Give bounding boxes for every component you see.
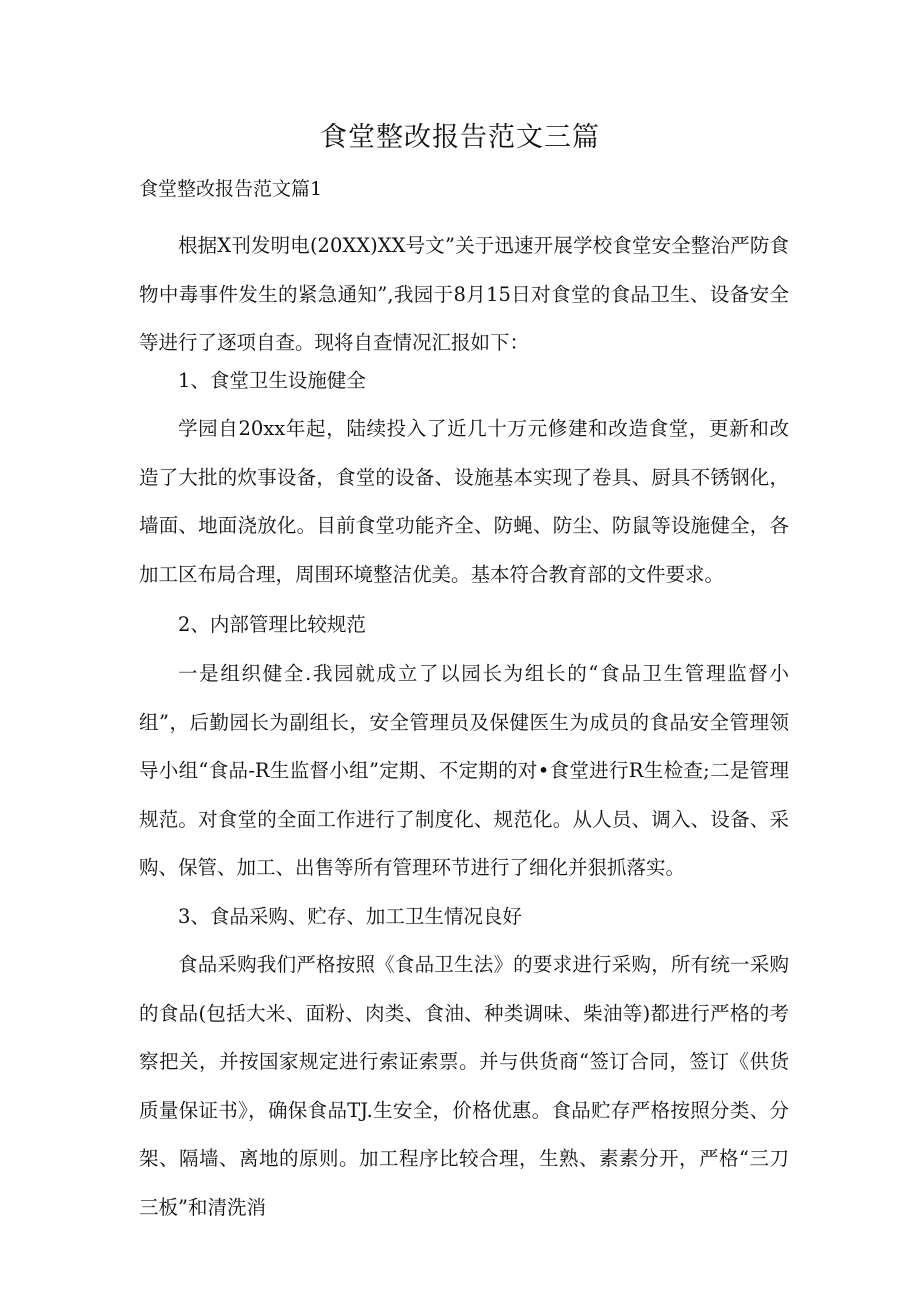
- section-body-2: 一是组织健全.我园就成立了以园长为组长的“食品卫生管理监督小组”，后勤园长为副组长，安全管理员及保健医生为成员的食品安全管理领导小组“食品-R生监督小组”定期、不定期的对•食堂进行R生检查;二是管理规范。对食堂的全面工作进行了制度化、规范化。从人员、调入、设备、采购、保管、加工、出售等所有管理环节进行了细化并狠抓落实。: [139, 662, 789, 879]
- section-heading-2: 2、内部管理比较规范: [178, 613, 366, 636]
- section-heading-3: 3、食品采购、贮存、加工卫生情况良好: [178, 905, 522, 928]
- section-body-1: 学园自20xx年起，陆续投入了近几十万元修建和改造食堂，更新和改造了大批的炊事设备，食堂的设备、设施基本实现了卷具、厨具不锈钢化，墙面、地面浇放化。目前食堂功能齐全、防蝇、防尘、防鼠等设施健全，各加工区布局合理，周围环境整洁优美。基本符合教育部的文件要求。: [139, 417, 789, 586]
- document-title: 食堂整改报告范文三篇: [320, 122, 600, 153]
- section-heading-1: 1、食堂卫生设施健全: [178, 369, 366, 392]
- intro-paragraph: 根据X刊发明电(20XX)XX号文”关于迅速开展学校食堂安全整治严防食物中毒事件发生的紧急通知”,我园于8月15日对食堂的食品卫生、设备安全等进行了逐项自查。现将自查情况汇报如下：: [139, 234, 789, 354]
- section-body-3: 食品采购我们严格按照《食品卫生法》的要求进行采购，所有统一采购的食品(包括大米、面粉、肉类、食油、种类调味、柴油等)都进行严格的考察把关，并按国家规定进行索证索票。并与供货商“签订合同，签订《供货质量保证书》，确保食品TJ.生安全，价格优惠。食品贮存严格按照分类、分架、隔墙、离地的原则。加工程序比较合理，生熟、素素分开，严格“三刀三板”和清洗消: [139, 953, 789, 1219]
- document-subtitle: 食堂整改报告范文篇1: [139, 178, 323, 200]
